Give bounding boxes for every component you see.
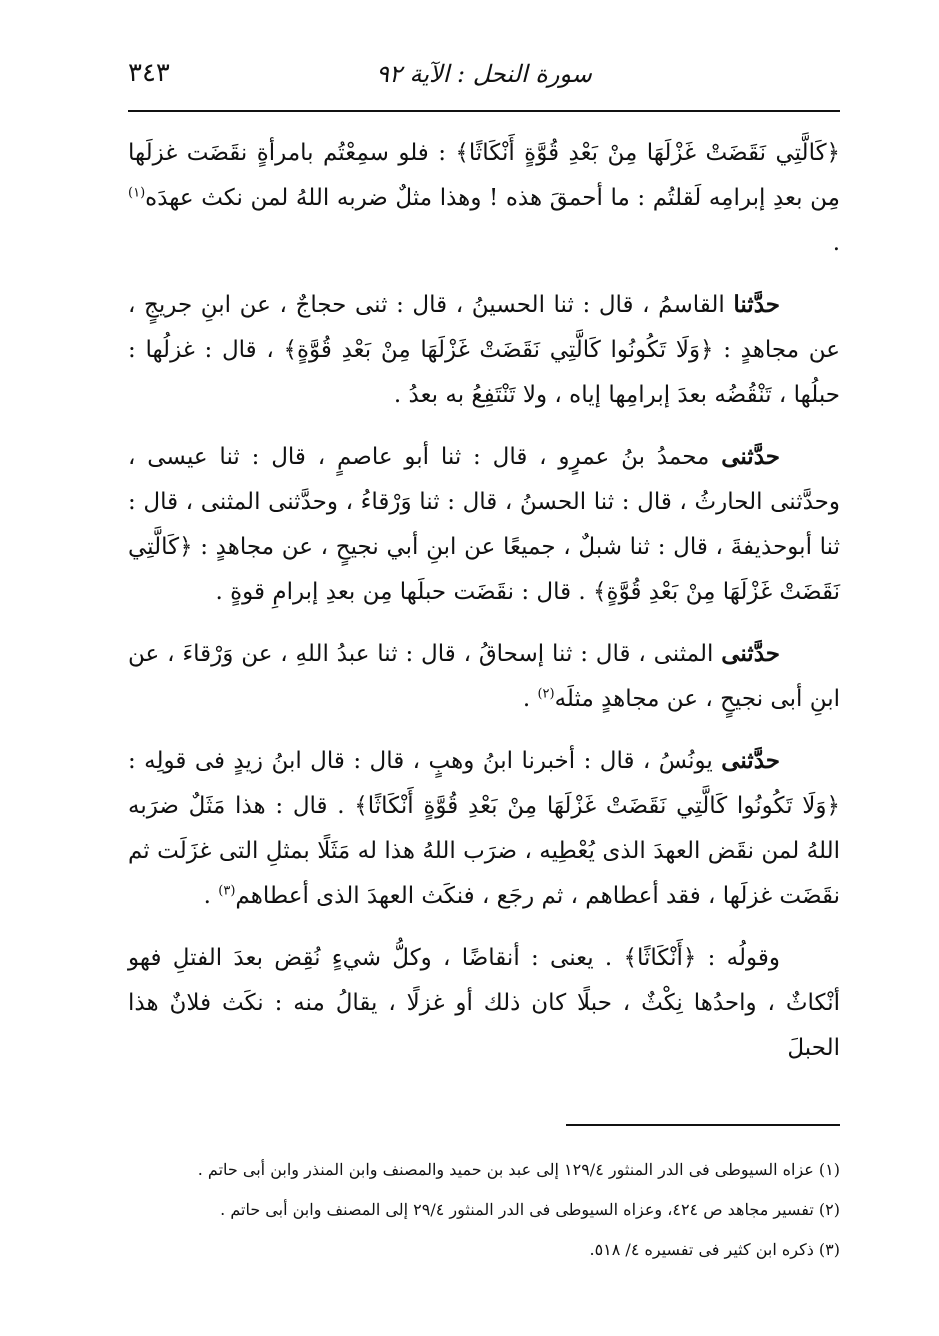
paragraph xyxy=(128,631,840,722)
footnote-ref: (٢) xyxy=(537,686,555,702)
paragraph-text: المثنى ، قال : ثنا إسحاقُ ، قال : ثنا عبدُ اللهِ ، عن وَرْقاءَ ، عن ابنِ أبى نجيحٍ ، عن مجاهدٍ مثلَه xyxy=(128,641,840,712)
footnote-ref: (١) xyxy=(128,185,146,201)
paragraph-lead: حدَّثنى xyxy=(721,443,780,470)
paragraph-lead: حدَّثنا xyxy=(733,291,780,318)
main-text xyxy=(128,130,840,1087)
paragraph-text: القاسمُ ، قال : ثنا الحسينُ ، قال : ثنى حجاجٌ ، عن ابنِ جريجٍ ، عن مجاهدٍ : ﴿وَلَا تَكُونُوا كَالَّتِي نَقَضَتْ غَزْلَهَا مِنْ بَعْدِ قُوَّةٍ﴾ ، قال : غزلُها : حبلُها ، تَنْقُضُه بعدَ إبرامِها إياه ، ولا تَنْتَفِعُ به بعدُ . xyxy=(128,292,840,408)
footnote: (٢) تفسير مجاهد ص ٤٢٤، وعزاه السيوطى فى الدر المنثور ٢٩/٤ إلى المصنف وابن أبى حاتم . xyxy=(220,1200,840,1219)
paragraph xyxy=(128,738,840,919)
paragraph-text: وقولُه : ﴿أَنْكَاثًا﴾ . يعنى : أنقاضًا ، وكلُّ شيءٍ نُقِض بعدَ الفتلِ فهو أنْكاثٌ ، واحدُها نِكْثٌ ، حبلًا كان ذلك أو غزلًا ، يقالُ منه : نكَث فلانٌ هذا الحبلَ xyxy=(128,945,840,1061)
paragraph-tail: . xyxy=(522,686,538,712)
running-title: سورة النحل : الآية ٩٢ xyxy=(376,60,592,88)
footnote: (٣) ذكره ابن كثير فى تفسيره ٤/ ٥١٨. xyxy=(589,1240,840,1259)
footnote-rule xyxy=(566,1124,840,1126)
header-rule xyxy=(128,110,840,112)
paragraph-text: ﴿كَالَّتِي نَقَضَتْ غَزْلَهَا مِنْ بَعْدِ قُوَّةٍ أَنْكَاثًا﴾ : فلو سمِعْتُم بامرأةٍ نقَضَت غزلَها مِن بعدِ إبرامِه لَقلتُم : ما أحمقَ هذه ! وهذا مثلٌ ضربه اللهُ لمن نكث عهدَه xyxy=(128,140,840,211)
footnote: (١) عزاه السيوطى فى الدر المنثور ١٢٩/٤ إلى عبد بن حميد والمصنف وابن المنذر وابن أبى حاتم . xyxy=(197,1160,840,1179)
paragraph-tail: . xyxy=(832,230,840,256)
page-header xyxy=(128,56,840,96)
paragraph-text: يونُسُ ، قال : أخبرنا ابنُ وهبٍ ، قال : قال ابنُ زيدٍ فى قولِه : ﴿وَلَا تَكُونُوا كَالَّتِي نَقَضَتْ غَزْلَهَا مِنْ بَعْدِ قُوَّةٍ أَنْكَاثًا﴾ . قال : هذا مَثَلٌ ضرَبه اللهُ لمن نقَض العهدَ الذى يُعْطِيه ، ضرَب اللهُ هذا له مَثَلًا بمثلِ التى غزَلَت ثم نقَضَت غزلَها ، فقد أعطاهم ، ثم رجَع ، فنكَث العهدَ الذى أعطاهم xyxy=(128,748,840,909)
paragraph xyxy=(128,130,840,266)
footnotes xyxy=(128,1150,840,1270)
paragraph-lead: حدَّثنى xyxy=(721,747,780,774)
footnote-ref: (٣) xyxy=(218,883,236,899)
paragraph-text: محمدُ بنُ عمرٍو ، قال : ثنا أبو عاصمٍ ، قال : ثنا عيسى ، وحدَّثنى الحارثُ ، قال : ثنا الحسنُ ، قال : ثنا وَرْقاءُ ، وحدَّثنى المثنى ، قال : ثنا أبوحذيفةَ ، قال : ثنا شبلٌ ، جميعًا عن ابنِ أبي نجيحٍ ، عن مجاهدٍ : ﴿كَالَّتِي نَقَضَتْ غَزْلَهَا مِنْ بَعْدِ قُوَّةٍ﴾ . قال : نقَضَت حبلَها مِن بعدِ إبرامِ قوةٍ . xyxy=(128,444,840,605)
paragraph xyxy=(128,282,840,418)
paragraph-tail: . xyxy=(203,883,219,909)
paragraph-lead: حدَّثنى xyxy=(721,640,780,667)
page-number: ٣٤٣ xyxy=(128,58,170,88)
paragraph xyxy=(128,935,840,1071)
paragraph xyxy=(128,434,840,615)
